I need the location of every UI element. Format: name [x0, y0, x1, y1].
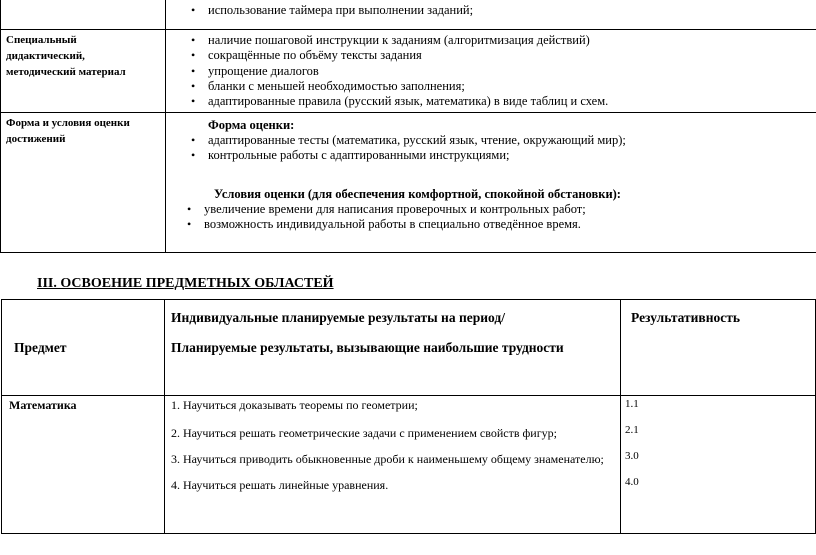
table-row: [1, 0, 816, 30]
result-item: 4. Научиться решать линейные уравнения.: [171, 478, 389, 492]
bullet-list: [182, 202, 816, 233]
list-item: • бланки с меньшей необходимостью заполнения;: [186, 79, 816, 94]
form-title: Форма оценки:: [208, 118, 295, 132]
section-heading: III. ОСВОЕНИЕ ПРЕДМЕТНЫХ ОБЛАСТЕЙ: [37, 276, 334, 291]
score-value: 1.1: [625, 398, 639, 410]
header-results-line1: Индивидуальные планируемые результаты на период/: [171, 310, 505, 325]
label-line: Форма и условия оценки: [6, 117, 130, 129]
header-subject-text: Предмет: [14, 340, 67, 355]
label-line: достижений: [6, 133, 66, 145]
label-line: Специальный: [6, 34, 77, 46]
list-item: • адаптированные тесты (математика, русский язык, чтение, окружающий мир);: [186, 133, 816, 148]
result-item: 1. Научиться доказывать теоремы по геометрии;: [171, 398, 418, 412]
label-line: дидактический,: [6, 50, 85, 62]
row-content: [166, 113, 816, 253]
result-item: 2. Научиться решать геометрические задачи с применением свойств фигур;: [171, 426, 557, 440]
bullet-list: [186, 33, 816, 109]
table-header-row: [2, 300, 816, 396]
subject-results-table: [1, 299, 816, 534]
bullet-list: [186, 133, 816, 164]
list-item: • увеличение времени для написания проверочных и контрольных работ;: [182, 202, 816, 217]
score-value: 4.0: [625, 476, 639, 488]
cell-scores: [621, 396, 816, 534]
row-label: [1, 30, 166, 113]
result-item: 3. Научиться приводить обыкновенные дроби к наименьшему общему знаменателю;: [171, 452, 604, 466]
list-item: • сокращённые по объёму тексты задания: [186, 48, 816, 63]
label-line: методический материал: [6, 66, 126, 78]
score-value: 3.0: [625, 450, 639, 462]
list-item: • контрольные работы с адаптированными инструкциями;: [186, 148, 816, 163]
score-value: 2.1: [625, 424, 639, 436]
support-table: [0, 0, 816, 253]
table-row: [1, 30, 816, 113]
list-item: • наличие пошаговой инструкции к заданиям (алгоритмизация действий): [186, 33, 816, 48]
header-efficiency: [621, 300, 816, 396]
row-label: [1, 113, 166, 253]
list-item: • адаптированные правила (русский язык, математика) в виде таблиц и схем.: [186, 94, 816, 109]
row-content: [166, 0, 816, 30]
table-row: [2, 396, 816, 534]
cell-subject: [2, 396, 165, 534]
list-item: • возможность индивидуальной работы в специально отведённое время.: [182, 217, 816, 232]
cell-results: [165, 396, 621, 534]
header-results: [165, 300, 621, 396]
header-subject: [2, 300, 165, 396]
table-row: [1, 113, 816, 253]
header-results-line2: Планируемые результаты, вызывающие наибольшие трудности: [171, 340, 564, 355]
list-item: • использование таймера при выполнении заданий;: [186, 3, 816, 18]
row-content: [166, 30, 816, 113]
row-label-empty: [1, 0, 166, 30]
bullet-list: [186, 3, 816, 18]
subject-name: Математика: [9, 398, 77, 412]
header-efficiency-text: Результативность: [631, 310, 741, 325]
list-item: • упрощение диалогов: [186, 64, 816, 79]
conditions-title: Условия оценки (для обеспечения комфортной, спокойной обстановки):: [214, 186, 621, 201]
